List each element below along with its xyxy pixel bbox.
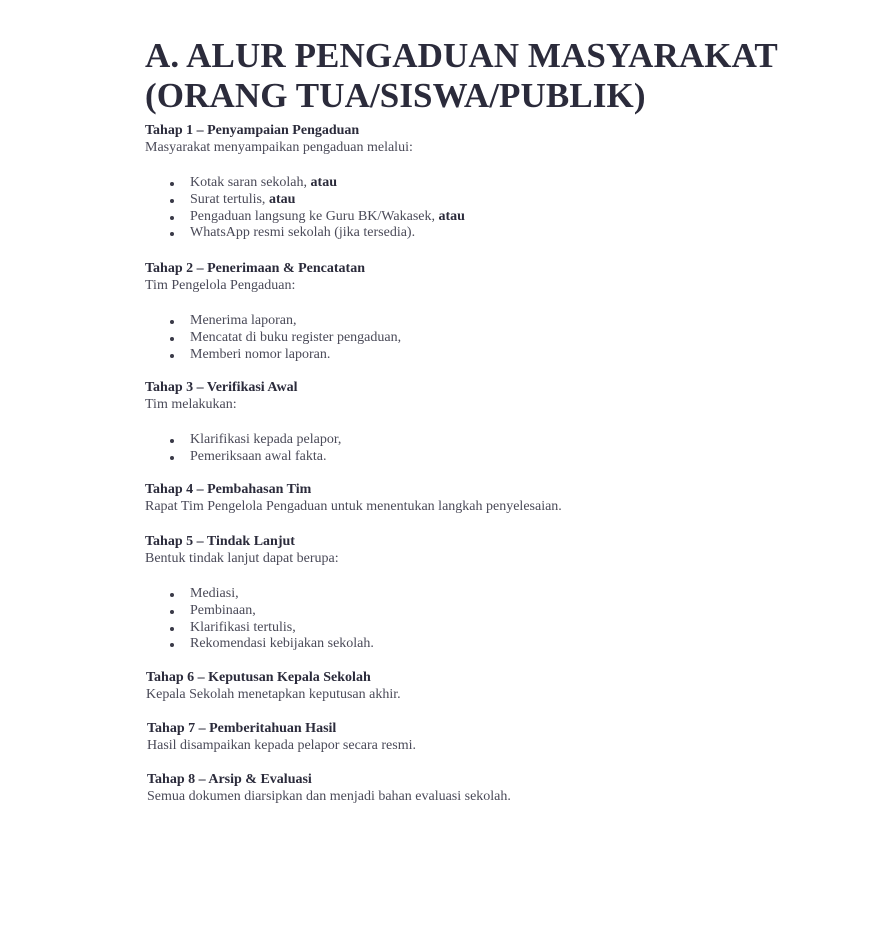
list-item-text: Mencatat di buku register pengaduan, bbox=[190, 329, 402, 345]
step-section-6 bbox=[146, 669, 401, 703]
step-section-4 bbox=[145, 481, 562, 515]
list-item bbox=[145, 586, 374, 603]
list-item-text: Mediasi, bbox=[190, 586, 239, 601]
list-item bbox=[145, 603, 374, 620]
step-heading: Tahap 8 – Arsip & Evaluasi bbox=[147, 772, 312, 787]
step-description: Masyarakat menyampaikan pengaduan melalui: bbox=[145, 140, 413, 155]
list-item bbox=[145, 225, 465, 242]
step-description: Kepala Sekolah menetapkan keputusan akhir. bbox=[146, 687, 401, 702]
list-item bbox=[145, 347, 401, 364]
bullet-list bbox=[145, 586, 374, 653]
bullet-icon bbox=[170, 354, 174, 358]
bullet-icon bbox=[170, 199, 174, 203]
list-item-emphasis: atau bbox=[438, 208, 465, 224]
step-description: Tim melakukan: bbox=[145, 397, 237, 412]
list-item-text: Menerima laporan, bbox=[190, 313, 297, 328]
step-heading: Tahap 3 – Verifikasi Awal bbox=[145, 380, 298, 395]
list-item-text: Klarifikasi kepada pelapor, bbox=[190, 432, 342, 447]
step-section-8 bbox=[147, 771, 511, 805]
bullet-icon bbox=[170, 216, 174, 220]
list-item bbox=[145, 175, 465, 192]
step-heading: Tahap 7 – Pemberitahuan Hasil bbox=[147, 721, 337, 736]
list-item-text: Kotak saran sekolah, bbox=[190, 175, 311, 190]
list-item bbox=[145, 192, 465, 209]
list-item-emphasis: atau bbox=[310, 175, 337, 190]
step-section-7 bbox=[147, 720, 416, 754]
step-heading: Tahap 2 – Penerimaan & Pencatatan bbox=[145, 261, 365, 276]
list-item-text: Surat tertulis, bbox=[190, 191, 269, 207]
title-line-2: (ORANG TUA/SISWA/PUBLIK) bbox=[145, 76, 646, 115]
list-item-text: Pemeriksaan awal fakta. bbox=[190, 448, 327, 464]
list-item-text: Pengaduan langsung ke Guru BK/Wakasek, bbox=[190, 208, 439, 224]
bullet-icon bbox=[170, 232, 174, 236]
list-item-text: Rekomendasi kebijakan sekolah. bbox=[190, 636, 374, 652]
step-description: Semua dokumen diarsipkan dan menjadi bahan evaluasi sekolah. bbox=[147, 789, 511, 804]
list-item-text: Pembinaan, bbox=[190, 602, 256, 618]
bullet-icon bbox=[170, 320, 174, 324]
step-description: Hasil disampaikan kepada pelapor secara resmi. bbox=[147, 738, 417, 753]
step-heading: Tahap 5 – Tindak Lanjut bbox=[145, 534, 295, 549]
step-description: Tim Pengelola Pengaduan: bbox=[145, 278, 296, 293]
bullet-icon bbox=[170, 439, 174, 443]
bullet-icon bbox=[170, 456, 174, 460]
step-heading: Tahap 6 – Keputusan Kepala Sekolah bbox=[146, 670, 371, 685]
step-section-3 bbox=[145, 379, 341, 466]
step-heading: Tahap 4 – Pembahasan Tim bbox=[145, 482, 312, 497]
list-item bbox=[145, 620, 374, 637]
bullet-icon bbox=[170, 593, 174, 597]
step-description: Rapat Tim Pengelola Pengaduan untuk menentukan langkah penyelesaian. bbox=[145, 499, 562, 514]
title-line-1: A. ALUR PENGADUAN MASYARAKAT bbox=[145, 36, 778, 75]
bullet-icon bbox=[170, 643, 174, 647]
step-section-2 bbox=[145, 260, 401, 363]
bullet-icon bbox=[170, 182, 174, 186]
step-heading: Tahap 1 – Penyampaian Pengaduan bbox=[145, 123, 360, 138]
list-item-text: Klarifikasi tertulis, bbox=[190, 619, 296, 635]
list-item bbox=[145, 209, 465, 226]
list-item-text: Memberi nomor laporan. bbox=[190, 346, 331, 362]
bullet-list bbox=[145, 432, 341, 466]
step-section-5 bbox=[145, 533, 374, 653]
list-item bbox=[145, 636, 374, 653]
step-description: Bentuk tindak lanjut dapat berupa: bbox=[145, 551, 339, 566]
document-title bbox=[145, 36, 778, 116]
bullet-list bbox=[145, 313, 401, 363]
list-item-emphasis: atau bbox=[268, 191, 296, 207]
bullet-icon bbox=[170, 627, 174, 631]
bullet-list bbox=[145, 175, 465, 242]
list-item-text: WhatsApp resmi sekolah (jika tersedia). bbox=[190, 225, 416, 241]
step-section-1 bbox=[145, 122, 465, 242]
bullet-icon bbox=[170, 337, 174, 341]
list-item bbox=[145, 449, 341, 466]
list-item bbox=[145, 330, 401, 347]
bullet-icon bbox=[170, 610, 174, 614]
list-item bbox=[145, 313, 401, 330]
list-item bbox=[145, 432, 341, 449]
